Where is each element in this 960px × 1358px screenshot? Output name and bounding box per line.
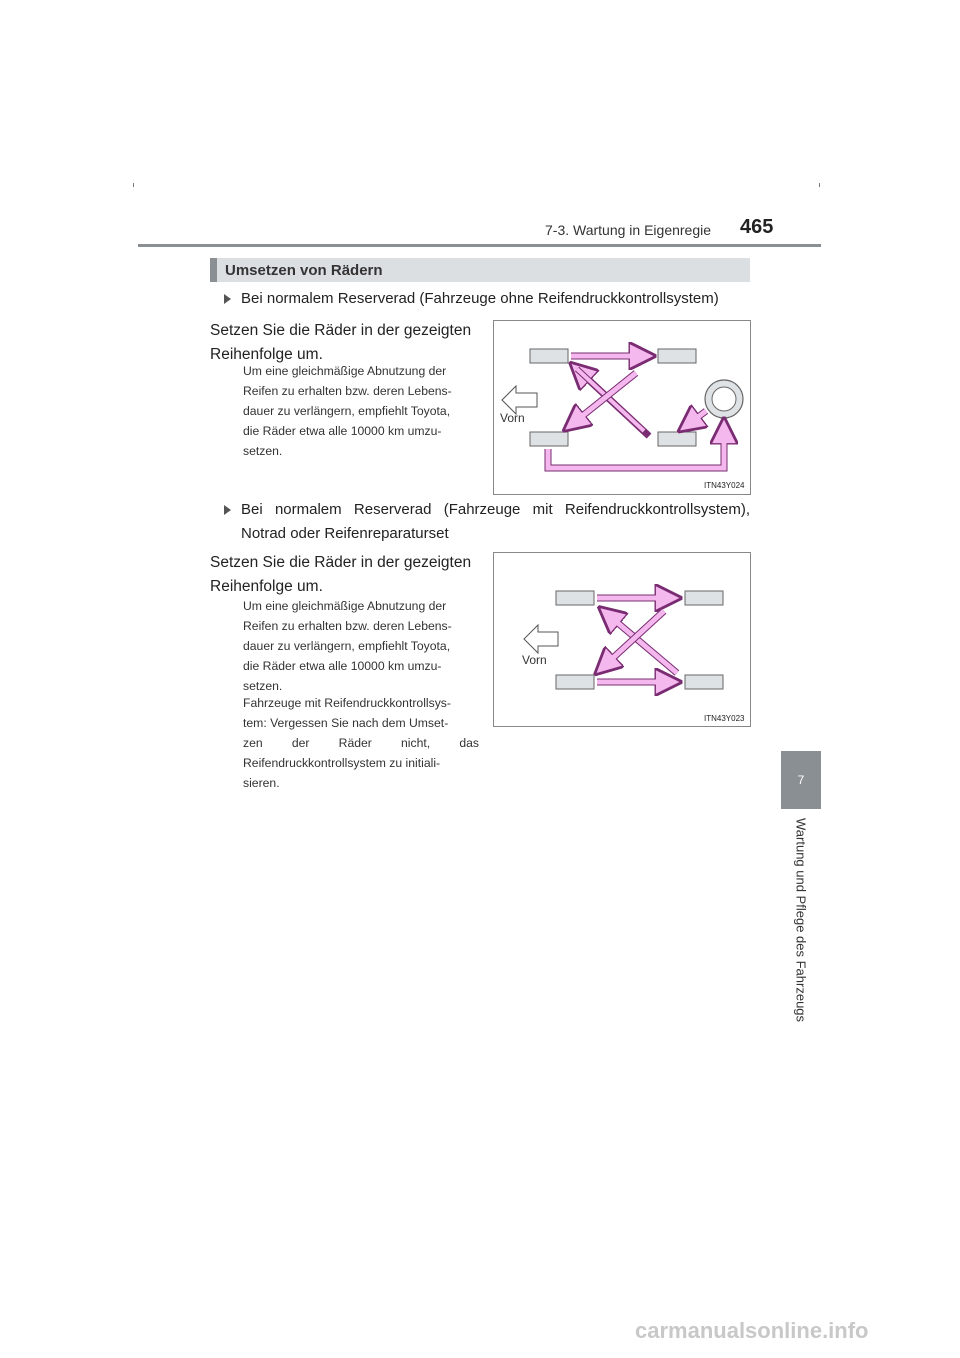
bullet-2-text: [241, 498, 750, 546]
rotation-arrow: [548, 427, 724, 468]
front-direction-arrow-icon: [524, 625, 558, 653]
rotation-figure-1: [493, 320, 751, 495]
block2-note: [243, 693, 479, 793]
tire-rear-right: [658, 432, 696, 446]
header-section-title: 7-3. Wartung in Eigenregie: [545, 222, 712, 238]
spare-wheel-rim: [712, 387, 736, 411]
block2-detail-line: die Räder etwa alle 10000 km umzu-: [243, 659, 442, 673]
block2-detail-line: Um eine gleichmäßige Abnutzung der: [243, 599, 447, 613]
tire-front-right: [530, 432, 568, 446]
block1-detail: [243, 361, 479, 461]
section-heading-accent: [210, 258, 217, 282]
block1-detail-line: die Räder etwa alle 10000 km umzu-: [243, 424, 442, 438]
block2-note-line: Fahrzeuge mit Reifendruckkontrollsys-: [243, 696, 451, 710]
block1-instruction: [210, 319, 480, 367]
block2-note-line: tem: Vergessen Sie nach dem Umset-: [243, 716, 449, 730]
section-title: Umsetzen von Rädern: [225, 262, 383, 279]
bullet-2-line: Bei normalem Reserverad (Fahrzeuge mit Reifendruckkontrollsystem),: [241, 501, 750, 518]
block2-note-line: sieren.: [243, 776, 280, 790]
bullet-triangle-icon: [224, 505, 231, 515]
watermark: carmanualsonline.info: [635, 1318, 869, 1343]
page-number: 465: [740, 216, 774, 238]
rotation-diagram-1: [494, 321, 750, 494]
block2-instruction-line: Reihenfolge um.: [210, 578, 323, 595]
tire-rear-right: [685, 675, 723, 689]
section-heading: [210, 258, 750, 282]
block1-detail-line: dauer zu verlängern, empfiehlt Toyota,: [243, 404, 451, 418]
front-label: Vorn: [500, 411, 525, 425]
bullet-triangle-icon: [224, 294, 231, 304]
header-rule: [138, 244, 821, 247]
tire-front-right: [556, 675, 594, 689]
block2-note-line: Reifendruckkontrollsystem zu initiali-: [243, 756, 441, 770]
block2-note-line: zen der Räder nicht, das: [243, 736, 479, 750]
bullet-2: [224, 498, 750, 546]
figure-code: ITN43Y023: [704, 714, 745, 723]
bullet-1: [224, 287, 764, 311]
block2-instruction: [210, 551, 480, 599]
rotation-arrow-outline: [548, 427, 724, 468]
front-label: Vorn: [522, 653, 547, 667]
crop-mark-left: [133, 183, 134, 187]
block2-detail-line: dauer zu verlängern, empfiehlt Toyota,: [243, 639, 451, 653]
block1-detail-line: Um eine gleichmäßige Abnutzung der: [243, 364, 447, 378]
tire-rear-left: [685, 591, 723, 605]
crop-mark-right: [819, 183, 820, 187]
block1-instruction-line: Setzen Sie die Räder in der gezeigten: [210, 322, 472, 339]
block2-detail-line: Reifen zu erhalten bzw. deren Lebens-: [243, 619, 452, 633]
rotation-arrow: [686, 411, 706, 426]
block2-detail: [243, 596, 479, 696]
chapter-tab[interactable]: 7: [781, 751, 821, 809]
block1-detail-line: Reifen zu erhalten bzw. deren Lebens-: [243, 384, 452, 398]
figure-code: ITN43Y024: [704, 481, 745, 490]
rotation-diagram-2: [494, 553, 750, 726]
rotation-arrow: [606, 613, 677, 673]
block2-instruction-line: Setzen Sie die Räder in der gezeigten: [210, 554, 472, 571]
block1-instruction-line: Reihenfolge um.: [210, 346, 323, 363]
block1-detail-line: setzen.: [243, 444, 283, 458]
tire-front-left: [530, 349, 568, 363]
tire-front-left: [556, 591, 594, 605]
bullet-2-line: Notrad oder Reifenreparaturset: [241, 525, 449, 542]
block2-detail-line: setzen.: [243, 679, 283, 693]
front-direction-arrow-icon: [502, 386, 537, 414]
bullet-1-text: Bei normalem Reserverad (Fahrzeuge ohne Reifendruckkontrollsystem): [241, 290, 719, 307]
rotation-figure-2: [493, 552, 751, 727]
chapter-tab-label: Wartung und Pflege des Fahrzeugs: [793, 818, 809, 1023]
tire-rear-left: [658, 349, 696, 363]
